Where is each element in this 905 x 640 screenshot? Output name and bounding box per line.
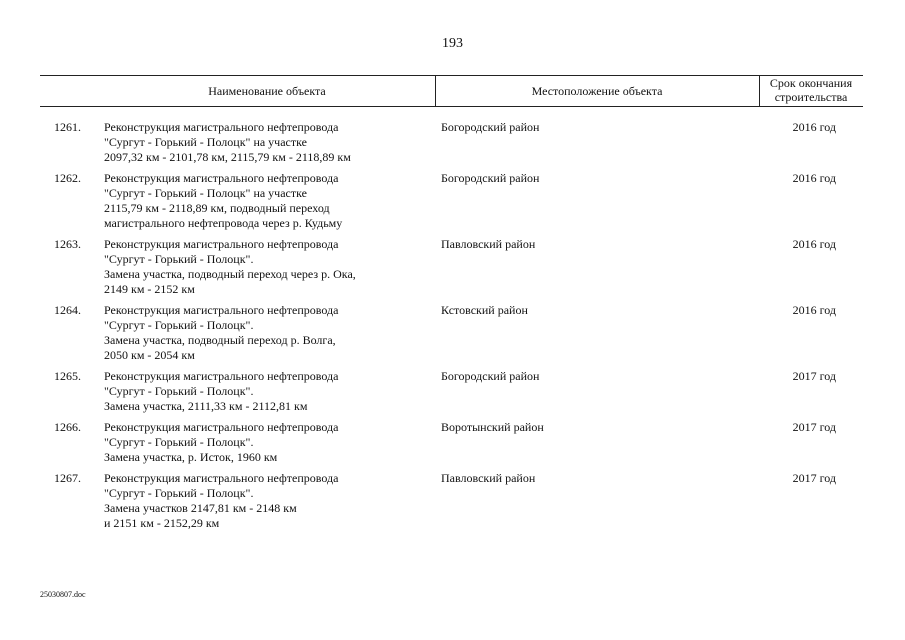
row-term: 2016 год [792, 171, 836, 185]
row-object-name: Реконструкция магистрального нефтепровода "Сургут - Горький - Полоцк". Замена участка, р. Исток, 1960 км [104, 420, 339, 464]
row-number: 1263. [54, 237, 81, 251]
table-row [0, 120, 905, 171]
row-location: Богородский район [441, 369, 540, 383]
row-object-name: Реконструкция магистрального нефтепровода "Сургут - Горький - Полоцк". Замена участков 2147,81 км - 2148 км и 2151 км - 2152,29 км [104, 471, 339, 530]
row-location: Павловский район [441, 471, 536, 485]
page-number: 193 [442, 36, 463, 51]
row-location: Богородский район [441, 120, 540, 134]
header-object-name: Наименование объекта [208, 84, 326, 98]
row-object-name: Реконструкция магистрального нефтепровода "Сургут - Горький - Полоцк". Замена участка, 2111,33 км - 2112,81 км [104, 369, 339, 413]
row-location: Богородский район [441, 171, 540, 185]
table-row [0, 471, 905, 537]
row-location: Воротынский район [441, 420, 544, 434]
row-term: 2016 год [792, 237, 836, 251]
row-location: Павловский район [441, 237, 536, 251]
table-row [0, 369, 905, 420]
row-term: 2016 год [792, 120, 836, 134]
row-number: 1261. [54, 120, 81, 134]
table-header-bottom-rule [40, 106, 863, 107]
document-filename: 25030807.doc [40, 590, 86, 599]
table-row [0, 303, 905, 369]
row-term: 2016 год [792, 303, 836, 317]
header-completion-term: Срок окончания строительства [769, 76, 853, 104]
table-row [0, 171, 905, 237]
row-object-name: Реконструкция магистрального нефтепровода "Сургут - Горький - Полоцк". Замена участка, подводный переход через р. Ока, 2149 км - 2152 км [104, 237, 356, 296]
row-number: 1264. [54, 303, 81, 317]
row-object-name: Реконструкция магистрального нефтепровода "Сургут - Горький - Полоцк" на участке 2115,79 км - 2118,89 км, подводный переход магистрального нефтепровода через р. Кудьму [104, 171, 343, 230]
row-object-name: Реконструкция магистрального нефтепровода "Сургут - Горький - Полоцк". Замена участка, подводный переход р. Волга, 2050 км - 2054 км [104, 303, 339, 362]
row-term: 2017 год [792, 471, 836, 485]
row-number: 1265. [54, 369, 81, 383]
table-body [0, 120, 905, 537]
row-term: 2017 год [792, 369, 836, 383]
row-number: 1262. [54, 171, 81, 185]
row-term: 2017 год [792, 420, 836, 434]
row-location: Кстовский район [441, 303, 528, 317]
row-number: 1266. [54, 420, 81, 434]
row-object-name: Реконструкция магистрального нефтепровода "Сургут - Горький - Полоцк" на участке 2097,32 км - 2101,78 км, 2115,79 км - 2118,89 км [104, 120, 351, 164]
table-row [0, 237, 905, 303]
row-number: 1267. [54, 471, 81, 485]
table-header-top-rule [40, 75, 863, 76]
header-object-location: Местоположение объекта [531, 84, 663, 98]
table-row [0, 420, 905, 471]
